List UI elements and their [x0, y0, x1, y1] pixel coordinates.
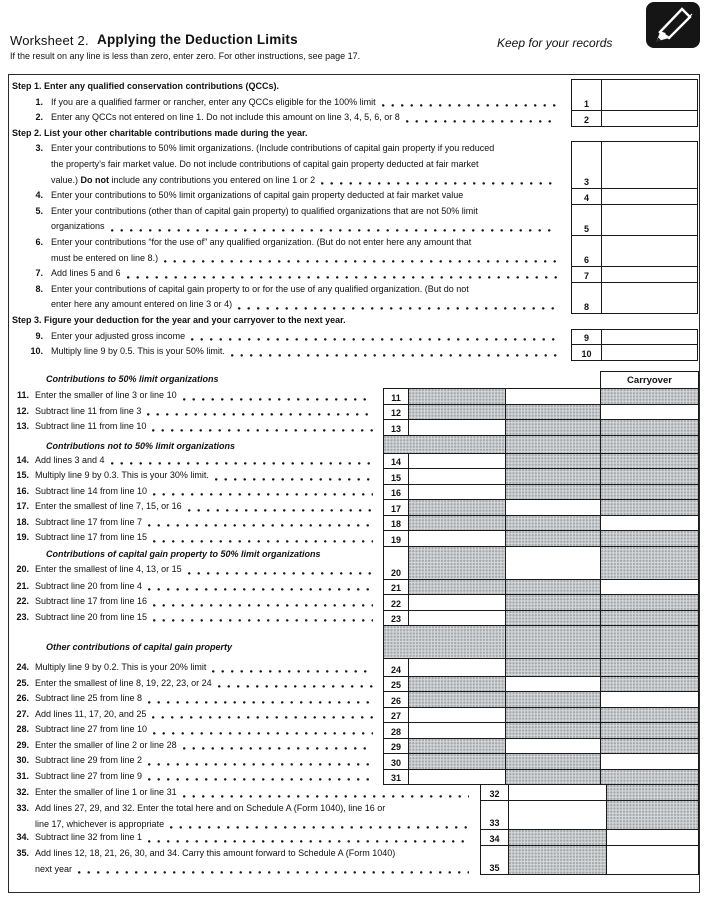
worksheet-label: Worksheet 2. [10, 33, 89, 48]
line-11-cell-a [408, 388, 506, 405]
line-24-cell-a[interactable] [408, 658, 506, 677]
line-33-number: 33. [16, 803, 29, 813]
dot-leader [406, 120, 557, 123]
line-23-cell-carryover [600, 610, 699, 627]
line-8-label: 8. Enter your contributions of capital gain property to or for the use of any qualified organization. (But do not enter here any amount entered on line 3 or 4) [11, 282, 571, 313]
line-33-label: 33. Add lines 27, 29, and 32. Enter the total here and on Schedule A (Form 1040), line 16 or line 17, whichever is appropriate [11, 801, 483, 829]
section-heading-other-cap-gain-band-left [383, 625, 506, 659]
line-15-label: 15. Multiply line 9 by 0.3. This is your 30% limit. [11, 468, 387, 484]
line-30-cell-carryover[interactable] [600, 753, 699, 770]
line-29-cell-carryover [600, 738, 699, 755]
line-16-cell-carryover [600, 484, 699, 501]
line-32-box-number: 32 [480, 784, 509, 801]
section-heading-other-cap-gain: Other contributions of capital gain property [46, 642, 233, 652]
line-16-box-number: 16 [383, 484, 409, 501]
line-13-number: 13. [16, 421, 29, 431]
line-19-number: 19. [16, 532, 29, 542]
line-32-label: 32. Enter the smaller of line 1 or line 31 [11, 785, 483, 800]
line-29-box-number: 29 [383, 738, 409, 755]
line-34-number: 34. [16, 832, 29, 842]
line-29-number: 29. [16, 739, 29, 750]
line-24-number: 24. [16, 662, 29, 672]
line-32-cell-carryover [606, 784, 699, 801]
line-31-cell-carryover [600, 769, 699, 786]
line-24-box-number: 24 [383, 658, 409, 677]
dot-leader [188, 572, 373, 575]
line-15-number: 15. [16, 470, 29, 480]
line-2-amount-box[interactable] [601, 110, 698, 127]
line-10-number: 10. [30, 346, 43, 357]
subtitle: If the result on any line is less than zero, enter zero. For other instructions, see page 17. [10, 51, 361, 61]
line-24-label: 24. Multiply line 9 by 0.2. This is your 20% limit [11, 660, 387, 676]
line-20-number: 20. [16, 564, 29, 574]
dot-leader [148, 778, 373, 781]
dot-leader [127, 276, 557, 279]
line-3-number: 3. [35, 143, 43, 154]
line-31-number: 31. [16, 770, 29, 781]
dot-leader [78, 871, 469, 874]
line-19-cell-carryover [600, 530, 699, 547]
line-7-box-number: 7 [571, 266, 602, 283]
dot-leader [188, 509, 373, 512]
line-6-label: 6. Enter your contributions “for the use of” any qualified organization. (But do not enter here any amount that must be entered on line 8.) [11, 235, 571, 266]
line-10-box-number: 10 [571, 344, 602, 361]
line-34-cell-b [508, 829, 607, 846]
line-12-box-number: 12 [383, 404, 409, 421]
line-9-box-number: 9 [571, 329, 602, 346]
line-17-number: 17. [16, 501, 29, 511]
line-30-box-number: 30 [383, 753, 409, 770]
line-28-number: 28. [16, 724, 29, 734]
line-4-number: 4. [35, 190, 43, 201]
step-1-heading [12, 79, 279, 95]
dot-leader [153, 604, 373, 607]
line-12-cell-carryover[interactable] [600, 404, 699, 421]
line-3-label: 3. Enter your contributions to 50% limit organizations. (Include contributions of capital gain property if you reduced the property’s fair market value. Do not include contributions of capital gain property deducted at fair market value.) Do not include any contributions you entered on line 1 or 2 [11, 141, 571, 188]
line-14-label: 14. Add lines 3 and 4 [11, 453, 387, 469]
line-22-box-number: 22 [383, 594, 409, 611]
line-33-box-number: 33 [480, 800, 509, 830]
line-10-amount-box[interactable] [601, 344, 698, 361]
dot-leader [164, 260, 557, 263]
line-32-number: 32. [16, 787, 29, 797]
section-heading-not50-band-left [383, 435, 506, 454]
line-28-box-number: 28 [383, 722, 409, 739]
line-8-box-number: 8 [571, 282, 602, 314]
line-4-label: 4. Enter your contributions to 50% limit organizations of capital gain property deducted at fair market value [11, 188, 571, 204]
dot-leader [238, 307, 557, 310]
line-14-cell-carryover [600, 453, 699, 470]
line-24-cell-carryover [600, 658, 699, 677]
line-11-label: 11. Enter the smaller of line 3 or line 10 [11, 388, 387, 404]
line-20-cell-b[interactable] [505, 546, 601, 580]
line-1-number: 1. [35, 96, 43, 107]
dot-leader [183, 398, 373, 401]
dot-leader [148, 701, 373, 704]
line-30-cell-a [408, 753, 506, 770]
line-13-box-number: 13 [383, 419, 409, 436]
dot-leader [212, 670, 373, 673]
dot-leader [148, 763, 373, 766]
line-1-box-number: 1 [571, 79, 602, 111]
dot-leader [148, 840, 469, 843]
line-30-label: 30. Subtract line 29 from line 2 [11, 753, 387, 769]
dot-leader [231, 354, 557, 357]
section-heading-not50-band-mid [505, 435, 601, 454]
line-1-amount-box[interactable] [601, 79, 698, 111]
line-5-label: 5. Enter your contributions (other than of capital gain property) to qualified organizations that are not 50% limit organizations [11, 204, 571, 235]
line-19-cell-a[interactable] [408, 530, 506, 547]
line-18-label: 18. Subtract line 17 from line 7 [11, 515, 387, 531]
line-22-cell-b [505, 594, 601, 611]
line-23-cell-b [505, 610, 601, 627]
line-27-label: 27. Add lines 11, 17, 20, and 25 [11, 707, 387, 723]
line-22-label: 22. Subtract line 17 from line 16 [11, 594, 387, 610]
line-15-cell-b [505, 468, 601, 485]
dot-leader [191, 338, 557, 341]
dot-leader [153, 732, 373, 735]
dot-leader [111, 229, 557, 232]
line-35-label: 35. Add lines 12, 18, 21, 26, 30, and 34. Carry this amount forward to Schedule A (Form 1040) next year [11, 846, 483, 874]
line-9-amount-box[interactable] [601, 329, 698, 346]
line-12-cell-a [408, 404, 506, 421]
line-26-number: 26. [16, 693, 29, 703]
dot-leader [153, 540, 373, 543]
line-21-number: 21. [16, 580, 29, 591]
line-3-box-number: 3 [571, 141, 602, 189]
step-1-label: Step 1. [12, 81, 42, 91]
line-15-box-number: 15 [383, 468, 409, 485]
line-34-label: 34. Subtract line 32 from line 1 [11, 830, 483, 845]
line-28-cell-a[interactable] [408, 722, 506, 739]
line-10-label: 10. Multiply line 9 by 0.5. This is your 50% limit. [11, 344, 571, 360]
step-3-label: Step 3. [12, 315, 42, 325]
line-19-label: 19. Subtract line 17 from line 15 [11, 530, 387, 546]
line-35-number: 35. [16, 848, 29, 858]
line-33-cell-b[interactable] [508, 800, 607, 830]
dot-leader [183, 795, 469, 798]
line-19-box-number: 19 [383, 530, 409, 547]
line-9-number: 9. [35, 330, 43, 341]
section-heading-other-cap-gain-band-right [600, 625, 699, 659]
line-4-box-number: 4 [571, 188, 602, 205]
line-3-amount-box[interactable] [601, 141, 698, 189]
line-32-cell-b[interactable] [508, 784, 607, 801]
line-2-label: 2. Enter any QCCs not entered on line 1. Do not include this amount on line 3, 4, 5, 6, or 8 [11, 110, 571, 126]
line-7-label: 7. Add lines 5 and 6 [11, 266, 571, 282]
line-2-number: 2. [35, 112, 43, 123]
line-26-cell-b [505, 691, 601, 708]
line-18-cell-carryover[interactable] [600, 515, 699, 532]
dot-leader [111, 462, 373, 465]
line-31-box-number: 31 [383, 769, 409, 786]
line-5-box-number: 5 [571, 204, 602, 236]
page-title: Applying the Deduction Limits [97, 32, 298, 47]
line-21-box-number: 21 [383, 579, 409, 596]
line-20-box-number: 20 [383, 546, 409, 580]
line-17-label: 17. Enter the smallest of line 7, 15, or 16 [11, 499, 387, 515]
line-18-box-number: 18 [383, 515, 409, 532]
line-28-label: 28. Subtract line 27 from line 10 [11, 722, 387, 738]
line-23-box-number: 23 [383, 610, 409, 627]
line-33-cell-carryover [606, 800, 699, 830]
line-16-cell-b [505, 484, 601, 501]
line-20-cell-carryover [600, 546, 699, 580]
line-11-number: 11. [16, 390, 29, 400]
line-31-label: 31. Subtract line 27 from line 9 [11, 769, 387, 785]
line-25-label: 25. Enter the smallest of line 8, 19, 22, 23, or 24 [11, 676, 387, 692]
dot-leader [382, 104, 557, 107]
line-26-label: 26. Subtract line 25 from line 8 [11, 691, 387, 707]
line-1-label: 1. If you are a qualified farmer or rancher, enter any QCCs eligible for the 100% limit [11, 95, 571, 111]
line-16-cell-a[interactable] [408, 484, 506, 501]
line-27-box-number: 27 [383, 707, 409, 724]
line-27-number: 27. [16, 708, 29, 719]
dot-leader [153, 493, 373, 496]
line-5-amount-box[interactable] [601, 204, 698, 236]
line-13-label: 13. Subtract line 11 from line 10 [11, 419, 387, 435]
line-26-cell-carryover[interactable] [600, 691, 699, 708]
line-16-label: 16. Subtract line 14 from line 10 [11, 484, 387, 500]
line-23-label: 23. Subtract line 20 from line 15 [11, 610, 387, 626]
dot-leader [148, 524, 373, 527]
dot-leader [152, 429, 373, 432]
section-heading-cap-gain-50: Contributions of capital gain property to 50% limit organizations [46, 548, 321, 559]
line-12-number: 12. [16, 405, 29, 416]
line-18-cell-b [505, 515, 601, 532]
line-6-amount-box[interactable] [601, 235, 698, 267]
line-35-cell-carryover[interactable] [606, 845, 699, 875]
line-7-number: 7. [35, 268, 43, 279]
line-5-number: 5. [35, 205, 43, 216]
line-25-box-number: 25 [383, 676, 409, 693]
line-16-number: 16. [16, 485, 29, 496]
dot-leader [215, 478, 373, 481]
line-22-cell-carryover [600, 594, 699, 611]
line-13-cell-carryover [600, 419, 699, 436]
line-30-cell-b [505, 753, 601, 770]
line-30-number: 30. [16, 755, 29, 765]
line-25-cell-carryover [600, 676, 699, 693]
line-6-number: 6. [35, 237, 43, 247]
line-35-cell-b [508, 845, 607, 875]
line-22-number: 22. [16, 596, 29, 606]
line-14-number: 14. [16, 454, 29, 465]
line-14-cell-b [505, 453, 601, 470]
line-13-cell-b [505, 419, 601, 436]
step-2-text: List your other charitable contributions made during the year. [41, 127, 308, 138]
line-17-cell-a [408, 499, 506, 516]
line-15-cell-carryover [600, 468, 699, 485]
line-20-label: 20. Enter the smallest of line 4, 13, or 15 [11, 562, 387, 578]
line-9-label: 9. Enter your adjusted gross income [11, 329, 571, 345]
line-27-cell-carryover [600, 707, 699, 724]
section-heading-not50-band-right [600, 435, 699, 454]
line-7-amount-box[interactable] [601, 266, 698, 283]
carryover-column-header: Carryover [600, 371, 699, 389]
keep-for-records-note: Keep for your records [497, 36, 613, 50]
line-14-cell-a[interactable] [408, 453, 506, 470]
section-heading-other-cap-gain-band-mid [505, 625, 601, 659]
section-heading-not50: Contributions not to 50% limit organizations [46, 440, 235, 451]
line-31-cell-b [505, 769, 601, 786]
line-2-box-number: 2 [571, 110, 602, 127]
line-8-amount-box[interactable] [601, 282, 698, 314]
line-15-cell-a[interactable] [408, 468, 506, 485]
line-12-label: 12. Subtract line 11 from line 3 [11, 404, 387, 420]
line-13-cell-a[interactable] [408, 419, 506, 436]
line-27-cell-b [505, 707, 601, 724]
dot-leader [321, 182, 557, 185]
line-29-label: 29. Enter the smaller of line 2 or line 28 [11, 738, 387, 754]
line-14-box-number: 14 [383, 453, 409, 470]
line-17-box-number: 17 [383, 499, 409, 516]
line-26-box-number: 26 [383, 691, 409, 708]
line-20-cell-a [408, 546, 506, 580]
step-1-text: Enter any qualified conservation contributions (QCCs). [41, 81, 280, 91]
dot-leader [148, 588, 373, 591]
line-18-cell-a [408, 515, 506, 532]
dot-leader [170, 826, 469, 829]
line-21-label: 21. Subtract line 20 from line 4 [11, 579, 387, 595]
line-25-cell-b[interactable] [505, 676, 601, 693]
dot-leader [183, 747, 373, 750]
line-8-number: 8. [35, 283, 43, 294]
line-25-number: 25. [16, 677, 29, 688]
line-31-cell-a[interactable] [408, 769, 506, 786]
step-3-text: Figure your deduction for the year and your carryover to the next year. [41, 315, 346, 325]
line-25-cell-a [408, 676, 506, 693]
line-11-cell-carryover [600, 388, 699, 405]
line-11-cell-b[interactable] [505, 388, 601, 405]
line-26-cell-a [408, 691, 506, 708]
line-12-cell-b [505, 404, 601, 421]
line-21-cell-b [505, 579, 601, 596]
line-4-amount-box[interactable] [601, 188, 698, 205]
line-27-cell-a[interactable] [408, 707, 506, 724]
dot-leader [153, 619, 373, 622]
line-6-box-number: 6 [571, 235, 602, 267]
dot-leader [218, 685, 373, 688]
line-28-cell-carryover [600, 722, 699, 739]
dot-leader [152, 716, 373, 719]
worksheet-box [8, 74, 700, 893]
line-21-cell-carryover[interactable] [600, 579, 699, 596]
line-17-cell-carryover [600, 499, 699, 516]
pencil-icon [646, 2, 700, 48]
line-23-cell-a[interactable] [408, 610, 506, 627]
step-2-label: Step 2. [12, 127, 42, 138]
line-11-box-number: 11 [383, 388, 409, 405]
line-24-cell-b [505, 658, 601, 677]
line-34-cell-carryover[interactable] [606, 829, 699, 846]
line-29-cell-a [408, 738, 506, 755]
line-18-number: 18. [16, 516, 29, 527]
dot-leader [147, 413, 373, 416]
line-19-cell-b [505, 530, 601, 547]
line-28-cell-b [505, 722, 601, 739]
line-35-box-number: 35 [480, 845, 509, 875]
line-23-number: 23. [16, 611, 29, 622]
step-3-heading [12, 313, 346, 329]
step-2-heading [12, 126, 308, 142]
line-17-cell-b[interactable] [505, 499, 601, 516]
line-22-cell-a[interactable] [408, 594, 506, 611]
line-21-cell-a [408, 579, 506, 596]
line-34-box-number: 34 [480, 829, 509, 846]
section-heading-50pct: Contributions to 50% limit organizations [46, 374, 219, 384]
line-29-cell-b[interactable] [505, 738, 601, 755]
